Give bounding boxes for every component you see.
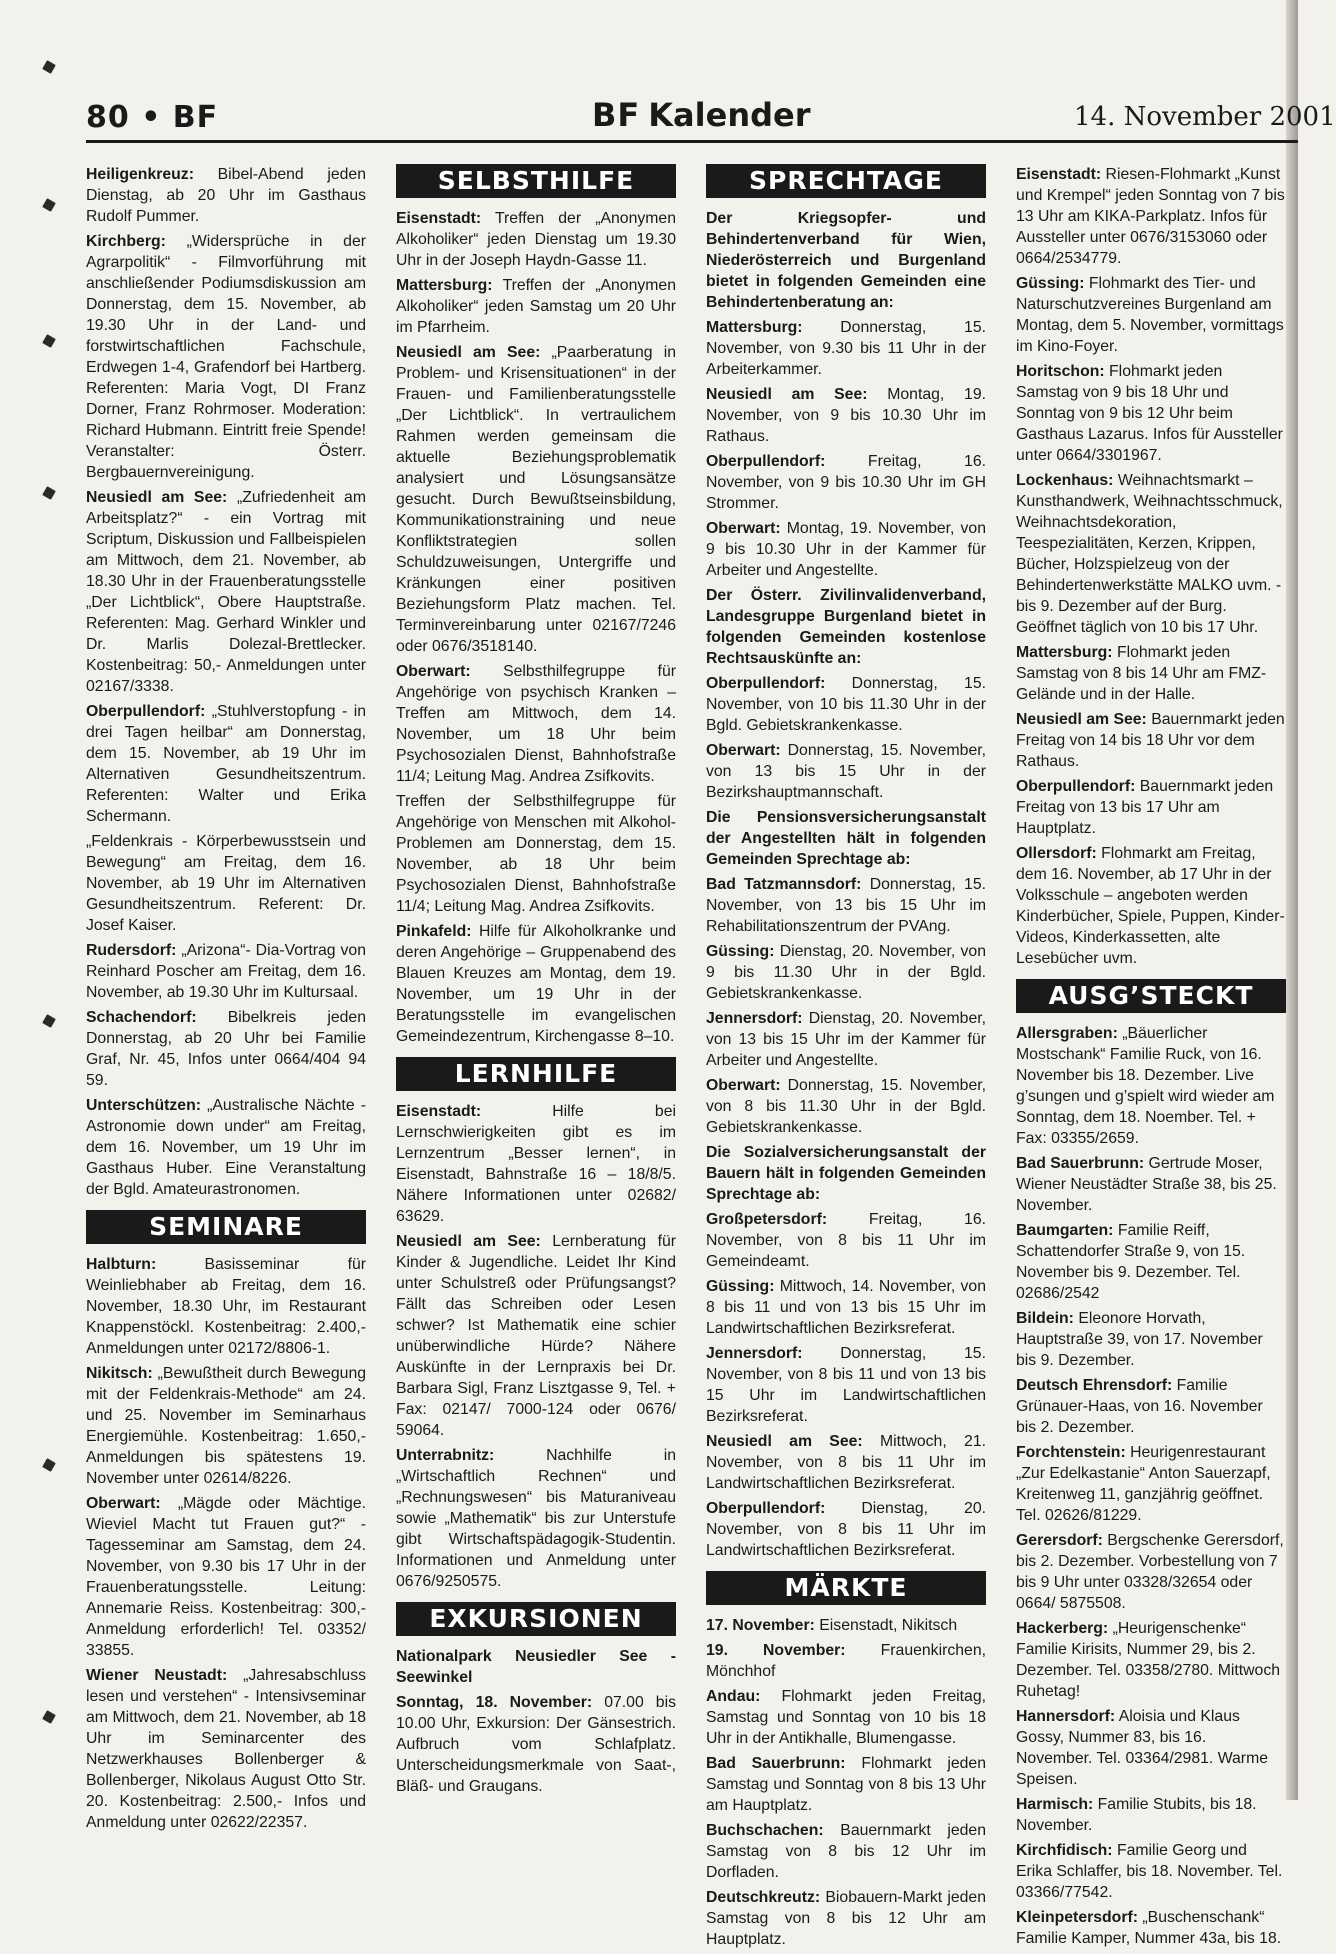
intro-text: Die Sozialversicherungsanstalt der Bauern hält in folgenden Gemeinden Sprechtage ab: — [706, 1144, 986, 1203]
list-item: Neusiedl am See: Bauernmarkt jeden Freitag von 14 bis 18 Uhr vor dem Rathaus. — [1016, 711, 1285, 770]
list-item: Hackerberg: „Heurigenschenke“ Familie Kirisits, Nummer 29, bis 2. Dezember. Tel. 03358/2780. Mittwoch Ruhetag! — [1016, 1620, 1281, 1700]
list-item: Oberpullendorf: Dienstag, 20. November, von 8 bis 11 Uhr im Landwirtschaftlichen Bezirksreferat. — [706, 1500, 986, 1559]
binding-mark — [42, 198, 56, 212]
section-heading-selbsthilfe: SELBSTHILFE — [396, 164, 676, 198]
list-item: Jennersdorf: Dienstag, 20. November, von 13 bis 15 Uhr im der Kammer für Arbeiter und Angestellte. — [706, 1010, 987, 1069]
list-item: 19. November: Frauenkirchen, Mönchhof — [706, 1642, 986, 1680]
binding-mark — [42, 334, 56, 348]
page-title — [592, 96, 810, 134]
list-item: Eisenstadt: Treffen der „Anonymen Alkoholiker“ jeden Dienstag um 19.30 Uhr in der Joseph Haydn-Gasse 11. — [396, 210, 676, 269]
list-item: Horitschon: Flohmarkt jeden Samstag von 9 bis 18 Uhr und Sonntag von 9 bis 12 Uhr beim Gasthaus Lazarus. Infos für Aussteller unter 0664/3301967. — [1016, 363, 1283, 464]
page-header — [86, 96, 1336, 136]
list-item: Unterrabnitz: Nachhilfe in „Wirtschaftlich Rechnen“ und „Rechnungswesen“ bis Maturaniveau sowie „Mathematik“ bis zur Unterstufe gibt Wirtschaftspädagogik-Studentin. Informationen und Anmeldung unter 0676/9250575. — [396, 1447, 677, 1590]
list-item: Forchtenstein: Heurigenrestaurant „Zur Edelkastanie“ Anton Sauerzapf, Kreitenweg 11, ganzjährig geöffnet. Tel. 02626/81229. — [1016, 1444, 1271, 1524]
list-item: Mattersburg: Donnerstag, 15. November, von 9.30 bis 11 Uhr in der Arbeiterkammer. — [706, 319, 986, 378]
list-item: Gerersdorf: Bergschenke Gerersdorf, bis 2. Dezember. Vorbestellung von 7 bis 9 Uhr unter 03328/32654 oder 0664/ 5875508. — [1016, 1532, 1284, 1612]
column-2 — [396, 164, 676, 1801]
list-item: Nikitsch: „Bewußtheit durch Bewegung mit der Feldenkrais-Methode“ am 24. und 25. November im Seminarhaus Energiemühle. Kostenbeitrag: 1.650,- Anmeldungen bis spätestens 19. November unter 02614/8226. — [86, 1365, 367, 1487]
binding-mark — [42, 1458, 56, 1472]
list-item: Andau: Flohmarkt jeden Freitag, Samstag und Sonntag von 10 bis 18 Uhr in der Antikhalle, Blumengasse. — [706, 1688, 986, 1747]
list-item: „Feldenkrais - Körperbewusstsein und Bewegung“ am Freitag, dem 16. November, ab 19 Uhr im Alternativen Gesundheitszentrum. Referent: Dr. Josef Kaiser. — [86, 833, 366, 934]
intro-text: Der Österr. Zivilinvalidenverband, Landesgruppe Burgenland bietet in folgenden Gemeinden kostenlose Rechtsauskünfte an: — [706, 587, 986, 667]
issue-date: 14. November 2001 — [1074, 102, 1336, 132]
list-item: Kirchberg: „Widersprüche in der Agrarpolitik“ - Filmvorführung mit anschließender Podiumsdiskussion am Donnerstag, dem 15. November, ab 19.30 Uhr in der Land- und forstwirtschaftlichen Fachschule, Erdwegen 1-4, Grafendorf bei Hartberg. Referenten: Maria Vogt, DI Franz Dorner, Franz Rohrmoser. Moderation: Richard Hubmann. Eintritt freie Spende! Veranstalter: Österr. Bergbauernvereinigung. — [86, 233, 366, 481]
binding-mark — [42, 60, 56, 74]
list-item: Pinkafeld: Hilfe für Alkoholkranke und deren Angehörige – Gruppenabend des Blauen Kreuzes am Montag, dem 19. November, um 19 Uhr in der Beratungsstelle im evangelischen Gemeindezentrum, Kirchengasse 8–10. — [396, 923, 676, 1045]
column-3 — [706, 164, 986, 1954]
list-item: Neusiedl am See: Lernberatung für Kinder & Jugendliche. Leidet Ihr Kind unter Schulstreß oder Prüfungsangst? Fällt das Schreiben oder Lesen schwer? Ist Mathematik eine schier unüberwindliche Hürde? Nähere Auskünfte in der Lernpraxis bei Dr. Barbara Sigl, Franz Lisztgasse 9, Tel. + Fax: 02147/ 7000-124 oder 0676/ 59064. — [396, 1233, 676, 1439]
page-number: 80 • BF — [86, 100, 219, 135]
list-item: Harmisch: Familie Stubits, bis 18. November. — [1016, 1796, 1257, 1834]
header-rule — [86, 140, 1298, 143]
binding-mark — [42, 1014, 56, 1028]
list-item: Bad Sauerbrunn: Gertrude Moser, Wiener Neustädter Straße 38, bis 25. November. — [1016, 1155, 1277, 1214]
list-item: Großpetersdorf: Freitag, 16. November, von 8 bis 11 Uhr im Gemeindeamt. — [706, 1211, 987, 1270]
list-item: Allersgraben: „Bäuerlicher Mostschank“ Familie Ruck, von 16. November bis 18. Dezember. Live g’sungen und g’spielt wird wieder am Sonntag, dem 18. Noember. Tel. + Fax: 03355/2659. — [1016, 1025, 1275, 1147]
section-heading-exkursionen: EXKURSIONEN — [396, 1602, 676, 1636]
list-item: Oberwart: Donnerstag, 15. November, von 8 bis 11.30 Uhr in der Bgld. Gebietskrankenkasse. — [706, 1077, 987, 1136]
list-item: Mattersburg: Treffen der „Anonymen Alkoholiker“ jeden Samstag um 20 Uhr im Pfarrheim. — [396, 277, 676, 336]
list-item: Bildein: Eleonore Horvath, Hauptstraße 39, von 17. November bis 9. Dezember. — [1016, 1310, 1263, 1369]
list-item: Oberpullendorf: Donnerstag, 15. November, von 10 bis 11.30 Uhr in der Bgld. Gebietskrankenkasse. — [706, 675, 986, 734]
list-item: Mattersburg: Flohmarkt jeden Samstag von 8 bis 14 Uhr am FMZ-Gelände und in der Halle. — [1016, 644, 1267, 703]
list-item: Heiligenkreuz: Bibel-Abend jeden Dienstag, ab 20 Uhr im Gasthaus Rudolf Pummer. — [86, 166, 367, 225]
list-item: Wiener Neustadt: „Jahresabschluss lesen und verstehen“ - Intensivseminar am Mittwoch, dem 21. November, ab 18 Uhr im Seminarcenter des Netzwerkhauses Bollenberger & Bollenberger, Nikolaus August Otto Str. 20. Kostenbeitrag: 2.500,- Infos und Anmeldung unter 02622/22357. — [86, 1667, 367, 1831]
subheading: Nationalpark Neusiedler See - Seewinkel — [396, 1648, 676, 1686]
list-item: Hannersdorf: Aloisia und Klaus Gossy, Nummer 83, bis 16. November. Tel. 03364/2981. Warme Speisen. — [1016, 1708, 1269, 1788]
list-item: Neusiedl am See: Mittwoch, 21. November, von 8 bis 11 Uhr im Landwirtschaftlichen Bezirksreferat. — [706, 1433, 987, 1492]
section-heading-lernhilfe: LERNHILFE — [396, 1057, 676, 1091]
section-heading-seminare: SEMINARE — [86, 1210, 366, 1244]
section-heading-sprechtage: SPRECHTAGE — [706, 164, 986, 198]
section-heading-ausgsteckt: AUSG’STECKT — [1016, 979, 1286, 1013]
bf-logo: BF — [592, 96, 641, 134]
column-1 — [86, 164, 366, 1837]
list-item: Kleinpetersdorf: „Buschenschank“ Familie Kamper, Nummer 43a, bis 18. — [1016, 1909, 1282, 1947]
list-item: Buchschachen: Bauernmarkt jeden Samstag von 8 bis 12 Uhr im Dorfladen. — [706, 1822, 986, 1881]
list-item: Oberpullendorf: Freitag, 16. November, von 9 bis 10.30 Uhr im GH Strommer. — [706, 453, 986, 512]
binding-mark — [42, 486, 56, 500]
list-item: Bad Tatzmannsdorf: Donnerstag, 15. November, von 13 bis 15 Uhr im Rehabilitationszentrum der PVAng. — [706, 876, 986, 935]
binding-mark — [42, 1710, 56, 1724]
list-item: Oberwart: Selbsthilfegruppe für Angehörige von psychisch Kranken – Treffen am Mittwoch, dem 14. November, um 18 Uhr beim Psychosozialen Dienst, Bahnhofstraße 11/4; Leitung Mag. Andrea Zsifkovits. — [396, 663, 676, 785]
list-item: Sonntag, 18. November: 07.00 bis 10.00 Uhr, Exkursion: Der Gänsestrich. Aufbruch vom Schlafplatz. Unterscheidungsmerkmale von Saat-, Bläß- und Graugans. — [396, 1694, 676, 1795]
list-item: Güssing: Flohmarkt des Tier- und Naturschutzvereines Burgenland am Montag, dem 5. November, vormittags im Kino-Foyer. — [1016, 275, 1284, 355]
section-title: Kalender — [648, 96, 811, 134]
list-item: Unterschützen: „Australische Nächte - Astronomie down under“ am Freitag, dem 16. November, um 19 Uhr im Gasthaus Huber. Eine Veranstaltung der Bgld. Amateurastronomen. — [86, 1097, 366, 1198]
list-item: Eisenstadt: Hilfe bei Lernschwierigkeiten gibt es im Lernzentrum „Besser lernen“, in Eisenstadt, Bahnstraße 16 – 18/8/5. Nähere Informationen unter 02682/ 63629. — [396, 1103, 676, 1225]
list-item: Lockenhaus: Weihnachtsmarkt – Kunsthandwerk, Weihnachtsschmuck, Weihnachtsdekoration, Teespezialitäten, Kerzen, Krippen, Bücher, Holzspielzeug von der Behindertenwerkstätte MALKO uvm. - bis 9. Dezember auf der Burg. Geöffnet täglich von 10 bis 17 Uhr. — [1016, 472, 1283, 636]
intro-text: Der Kriegsopfer- und Behindertenverband für Wien, Niederösterreich und Burgenland bietet in folgenden Gemeinden eine Behindertenberatung an: — [706, 210, 986, 311]
list-item: Oberpullendorf: Bauernmarkt jeden Freitag von 13 bis 17 Uhr am Hauptplatz. — [1016, 778, 1274, 837]
section-heading-maerkte: MÄRKTE — [706, 1571, 986, 1605]
list-item: Rudersdorf: „Arizona“- Dia-Vortrag von Reinhard Poscher am Freitag, dem 16. November, ab 19.30 Uhr im Kultursaal. — [86, 942, 367, 1001]
list-item: Halbturn: Basisseminar für Weinliebhaber ab Freitag, dem 16. November, 18.30 Uhr, im Restaurant Knappenstöckl. Kostenbeitrag: 2.400,- Anmeldungen unter 02172/8806-1. — [86, 1256, 367, 1357]
list-item: Treffen der Selbsthilfegruppe für Angehörige von Menschen mit Alkohol-Problemen am Donnerstag, dem 15. November, ab 18 Uhr beim Psychosozialen Dienst, Bahnhofstraße 11/4; Leitung Mag. Andrea Zsifkovits. — [396, 793, 676, 915]
list-item: Baumgarten: Familie Reiff, Schattendorfer Straße 9, von 15. November bis 9. Dezember. Tel. 02686/2542 — [1016, 1222, 1246, 1302]
list-item: Bad Sauerbrunn: Flohmarkt jeden Samstag und Sonntag von 8 bis 13 Uhr am Hauptplatz. — [706, 1755, 987, 1814]
list-item: Güssing: Dienstag, 20. November, von 9 bis 11.30 Uhr in der Bgld. Gebietskrankenkasse. — [706, 943, 987, 1002]
list-item: Jennersdorf: Donnerstag, 15. November, von 8 bis 11 und von 13 bis 15 Uhr im Landwirtschaftlichen Bezirksreferat. — [706, 1345, 986, 1425]
page-edge-shadow — [1286, 0, 1298, 1800]
list-item: Ollersdorf: Flohmarkt am Freitag, dem 16. November, ab 17 Uhr in der Volksschule – angeboten werden Kinderbücher, Spiele, Puppen, Kinder-Videos, Kinderkassetten, alte Lesebücher uvm. — [1016, 845, 1285, 967]
intro-text: Die Pensionsversicherungsanstalt der Angestellten hält in folgenden Gemeinden Sprechtage ab: — [706, 809, 986, 868]
column-4 — [1016, 164, 1286, 1947]
list-item: Oberpullendorf: „Stuhlverstopfung - in drei Tagen heilbar“ am Donnerstag, dem 15. November, ab 19 Uhr im Alternativen Gesundheitszentrum. Referenten: Walter und Erika Schermann. — [86, 703, 366, 825]
list-item: Oberwart: „Mägde oder Mächtige. Wieviel Macht tut Frauen gut?“ - Tagesseminar am Samstag, dem 24. November, von 9.30 bis 17 Uhr in der Frauenberatungsstelle. Leitung: Annemarie Reiss. Kostenbeitrag: 300,- Anmeldung erforderlich! Tel. 03352/ 33855. — [86, 1495, 366, 1659]
list-item: Neusiedl am See: Montag, 19. November, von 9 bis 10.30 Uhr im Rathaus. — [706, 386, 986, 445]
list-item: Oberwart: Donnerstag, 15. November, von 13 bis 15 Uhr in der Bezirkshauptmannschaft. — [706, 742, 987, 801]
list-item: Deutschkreutz: Biobauern-Markt jeden Samstag von 8 bis 12 Uhr am Hauptplatz. — [706, 1889, 987, 1948]
list-item: Kirchfidisch: Familie Georg und Erika Schlaffer, bis 18. November. Tel. 03366/77542. — [1016, 1842, 1283, 1901]
list-item: Deutsch Ehrensdorf: Familie Grünauer-Haas, von 16. November bis 2. Dezember. — [1016, 1377, 1263, 1436]
list-item: Güssing: Mittwoch, 14. November, von 8 bis 11 und von 13 bis 15 Uhr im Landwirtschaftlichen Bezirksreferat. — [706, 1278, 986, 1337]
list-item: Neusiedl am See: „Paarberatung in Problem- und Krisensituationen“ in der Frauen- und Familienberatungsstelle „Der Lichtblick“. In vertraulichem Rahmen werden gemeinsam die aktuelle Beziehungsproblematik analysiert und Lösungsansätze gesucht. Durch Bewußtseinsbildung, Kommunikationstraining und neue Konfliktstrategien sollen Schuldzuweisungen, Untergriffe und Kränkungen einer positiven Beziehungsform Platz machen. Tel. Terminvereinbarung unter 02167/7246 oder 0676/3518140. — [396, 344, 676, 655]
list-item: Eisenstadt: Riesen-Flohmarkt „Kunst und Krempel“ jeden Sonntag von 7 bis 13 Uhr am KIKA-Parkplatz. Infos für Aussteller unter 0676/3153060 oder 0664/2534779. — [1016, 166, 1285, 267]
list-item: Schachendorf: Bibelkreis jeden Donnerstag, ab 20 Uhr bei Familie Graf, Nr. 45, Infos unter 0664/404 94 59. — [86, 1009, 366, 1089]
list-item: Oberwart: Montag, 19. November, von 9 bis 10.30 Uhr in der Kammer für Arbeiter und Angestellte. — [706, 520, 987, 579]
list-item: Neusiedl am See: „Zufriedenheit am Arbeitsplatz?“ - ein Vortrag mit Scriptum, Diskussion und Fallbeispielen am Mittwoch, dem 21. November, ab 18.30 Uhr in der Frauenberatungsstelle „Der Lichtblick“, Obere Hauptstraße. Referenten: Mag. Gerhard Winkler und Dr. Marlis Dolezal-Brettlecker. Kostenbeitrag: 50,- Anmeldungen unter 02167/3338. — [86, 489, 366, 695]
list-item: 17. November: Eisenstadt, Nikitsch — [706, 1617, 958, 1634]
